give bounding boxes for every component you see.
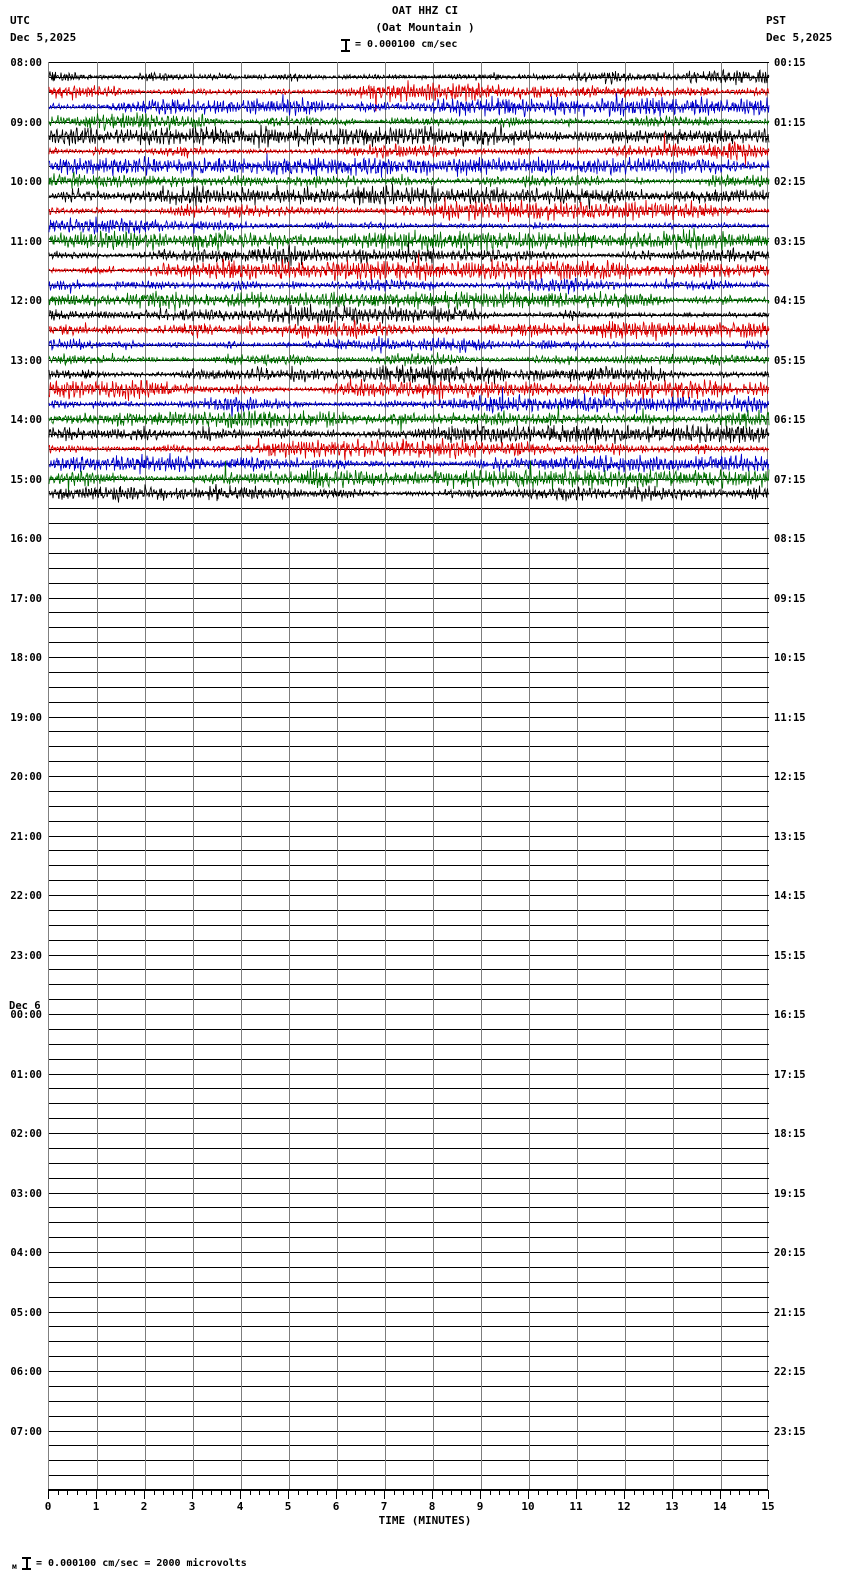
x-axis-minor-tick (307, 1490, 308, 1495)
x-axis-major-tick (240, 1490, 241, 1499)
x-axis-minor-tick (710, 1490, 711, 1495)
x-axis-tick-label: 4 (236, 1500, 244, 1513)
x-axis-minor-tick (566, 1490, 567, 1495)
x-axis-minor-tick (355, 1490, 356, 1495)
x-axis-minor-tick (317, 1490, 318, 1495)
x-axis-minor-tick (202, 1490, 203, 1495)
x-axis-minor-tick (230, 1490, 231, 1495)
helicorder-plot-area[interactable] (48, 62, 768, 1490)
x-axis-tick-label: 0 (44, 1500, 52, 1513)
x-axis-minor-tick (758, 1490, 759, 1495)
x-axis-minor-tick (509, 1490, 510, 1495)
x-axis-minor-tick (86, 1490, 87, 1495)
x-axis-minor-tick (586, 1490, 587, 1495)
right-time-label: 22:15 (774, 1366, 806, 1378)
x-axis-minor-tick (413, 1490, 414, 1495)
right-time-label: 15:15 (774, 949, 806, 962)
right-time-label: 07:15 (774, 473, 806, 486)
x-axis-minor-tick (691, 1490, 692, 1495)
seismic-trace (49, 93, 769, 117)
x-axis-minor-tick (547, 1490, 548, 1495)
footer-prefix-mark: м (12, 1562, 17, 1571)
x-axis-major-tick (288, 1490, 289, 1499)
header-scale-legend (341, 38, 461, 54)
x-axis-minor-tick (173, 1490, 174, 1495)
x-axis-tick-label: 10 (521, 1500, 535, 1513)
left-time-label: 10:00 (10, 176, 42, 188)
x-axis-minor-tick (595, 1490, 596, 1495)
x-axis-minor-tick (326, 1490, 327, 1495)
left-time-label: 21:00 (10, 830, 42, 843)
left-time-label: 11:00 (10, 235, 42, 248)
x-axis-minor-tick (403, 1490, 404, 1495)
left-time-label: 04:00 (10, 1247, 42, 1259)
x-axis-major-tick (576, 1490, 577, 1499)
x-axis-minor-tick (374, 1490, 375, 1495)
right-time-label: 08:15 (774, 533, 806, 545)
scale-legend-text: = 0.000100 cm/sec (355, 39, 458, 50)
x-axis-minor-tick (365, 1490, 366, 1495)
x-axis-tick-label: 6 (332, 1500, 340, 1513)
left-time-label: 09:00 (10, 116, 42, 129)
right-time-label: 14:15 (774, 890, 806, 902)
x-axis-minor-tick (221, 1490, 222, 1495)
x-axis-minor-tick (701, 1490, 702, 1495)
x-axis-minor-tick (538, 1490, 539, 1495)
x-axis-minor-tick (259, 1490, 260, 1495)
right-time-label: 18:15 (774, 1128, 806, 1140)
seismic-trace (49, 438, 769, 460)
right-time-label: 05:15 (774, 354, 806, 367)
left-time-label: 00:00 (10, 1009, 42, 1021)
x-axis-tick-label: 9 (476, 1500, 484, 1513)
x-axis-minor-tick (77, 1490, 78, 1495)
header-title-block (0, 4, 850, 34)
x-axis-minor-tick (499, 1490, 500, 1495)
x-axis-tick-label: 15 (761, 1500, 775, 1513)
x-axis-minor-tick (58, 1490, 59, 1495)
seismic-trace (49, 304, 769, 326)
x-axis-major-tick (432, 1490, 433, 1499)
x-axis-minor-tick (634, 1490, 635, 1495)
x-axis-major-tick (672, 1490, 673, 1499)
seismic-trace (49, 320, 769, 341)
x-axis-major-tick (624, 1490, 625, 1499)
seismic-trace (49, 278, 769, 294)
x-axis-tick-label: 3 (188, 1500, 196, 1513)
right-timezone-label: PST (766, 14, 786, 27)
vertical-scale-bar-icon (22, 1556, 31, 1571)
left-time-label: 02:00 (10, 1128, 42, 1140)
seismic-trace (49, 153, 769, 177)
seismic-trace (49, 405, 769, 432)
x-axis-minor-tick (115, 1490, 116, 1495)
left-time-label: 20:00 (10, 771, 42, 783)
x-axis-minor-tick (451, 1490, 452, 1495)
x-axis-major-tick (480, 1490, 481, 1499)
x-axis-minor-tick (470, 1490, 471, 1495)
right-time-label: 12:15 (774, 771, 806, 783)
x-axis-major-tick (720, 1490, 721, 1499)
x-axis-major-tick (48, 1490, 49, 1499)
left-time-label: 19:00 (10, 711, 42, 724)
x-axis-minor-tick (605, 1490, 606, 1495)
left-time-label: 18:00 (10, 652, 42, 664)
left-time-label: 12:00 (10, 295, 42, 307)
right-time-label: 10:15 (774, 652, 806, 664)
seismic-trace (49, 484, 769, 503)
right-time-label: 11:15 (774, 711, 806, 724)
right-time-label: 21:15 (774, 1306, 806, 1319)
seismic-trace (49, 124, 769, 148)
seismic-trace (49, 112, 769, 130)
left-time-label: 03:00 (10, 1187, 42, 1200)
x-axis-major-tick (528, 1490, 529, 1499)
x-axis-tick-label: 12 (617, 1500, 631, 1513)
left-time-label: 06:00 (10, 1366, 42, 1378)
x-axis-title: TIME (MINUTES) (378, 1514, 472, 1527)
right-time-label: 04:15 (774, 295, 806, 307)
trace-baseline (49, 1490, 769, 1491)
x-axis-minor-tick (518, 1490, 519, 1495)
x-axis-minor-tick (125, 1490, 126, 1495)
left-time-label: 07:00 (10, 1425, 42, 1438)
right-time-label: 09:15 (774, 592, 806, 605)
seismic-trace (49, 336, 769, 353)
seismic-trace-group (49, 62, 769, 1490)
x-axis-major-tick (384, 1490, 385, 1499)
seismic-trace (49, 197, 769, 222)
x-axis-tick-label: 2 (140, 1500, 148, 1513)
x-axis-minor-tick (134, 1490, 135, 1495)
x-axis-tick-label: 11 (569, 1500, 583, 1513)
x-axis-minor-tick (422, 1490, 423, 1495)
x-axis-minor-tick (278, 1490, 279, 1495)
footer-scale-text: = 0.000100 cm/sec = 2000 microvolts (36, 1558, 247, 1569)
right-time-label: 13:15 (774, 830, 806, 843)
x-axis-tick-label: 1 (92, 1500, 100, 1513)
right-time-label: 03:15 (774, 235, 806, 248)
x-axis-minor-tick (211, 1490, 212, 1495)
right-time-label: 02:15 (774, 176, 806, 188)
seismic-trace (49, 453, 769, 474)
x-axis-minor-tick (163, 1490, 164, 1495)
x-axis-tick-label: 14 (713, 1500, 727, 1513)
left-time-label: 13:00 (10, 354, 42, 367)
x-axis-minor-tick (739, 1490, 740, 1495)
x-axis-tick-label: 5 (284, 1500, 292, 1513)
left-time-label: 16:00 (10, 533, 42, 545)
x-axis-minor-tick (662, 1490, 663, 1495)
seismic-trace (49, 365, 769, 385)
right-time-label: 17:15 (774, 1068, 806, 1081)
x-axis-minor-tick (461, 1490, 462, 1495)
x-axis-minor-tick (557, 1490, 558, 1495)
right-time-label: 20:15 (774, 1247, 806, 1259)
left-time-label: 08:00 (10, 57, 42, 69)
left-time-label: 23:00 (10, 949, 42, 962)
left-time-label: 15:00 (10, 473, 42, 486)
page-title: OAT HHZ CI (391, 4, 459, 17)
header-right-timezone-block (766, 14, 833, 44)
x-axis-major-tick (144, 1490, 145, 1499)
right-time-label: 06:15 (774, 414, 806, 426)
seismic-trace (49, 172, 769, 188)
seismic-trace (49, 352, 769, 366)
left-time-label: 14:00 (10, 414, 42, 426)
x-axis-tick-label: 7 (380, 1500, 388, 1513)
x-axis-minor-tick (154, 1490, 155, 1495)
x-axis-minor-tick (653, 1490, 654, 1495)
x-axis-minor-tick (67, 1490, 68, 1495)
day-change-marker: Dec 6 (9, 1000, 41, 1012)
x-axis-minor-tick (614, 1490, 615, 1495)
left-time-label: 22:00 (10, 890, 42, 902)
x-axis-minor-tick (298, 1490, 299, 1495)
x-axis-minor-tick (442, 1490, 443, 1495)
x-axis-minor-tick (269, 1490, 270, 1495)
x-axis-minor-tick (749, 1490, 750, 1495)
x-axis-minor-tick (682, 1490, 683, 1495)
x-axis-minor-tick (490, 1490, 491, 1495)
left-date-label: Dec 5,2025 (10, 31, 77, 44)
left-time-label: 17:00 (10, 592, 42, 605)
right-time-label: 19:15 (774, 1187, 806, 1200)
right-time-label: 00:15 (774, 57, 806, 69)
right-time-label: 23:15 (774, 1425, 806, 1438)
x-axis-minor-tick (250, 1490, 251, 1495)
x-axis-major-tick (96, 1490, 97, 1499)
seismic-trace (49, 286, 769, 311)
right-time-label: 01:15 (774, 116, 806, 129)
x-axis-minor-tick (643, 1490, 644, 1495)
x-axis-minor-tick (106, 1490, 107, 1495)
station-name: (Oat Mountain ) (375, 21, 475, 34)
x-axis-major-tick (336, 1490, 337, 1499)
seismic-trace (49, 242, 769, 266)
x-axis-minor-tick (394, 1490, 395, 1495)
vertical-scale-bar-icon (341, 38, 350, 53)
x-axis-major-tick (192, 1490, 193, 1499)
x-axis-minor-tick (182, 1490, 183, 1495)
seismic-trace (49, 424, 769, 445)
right-time-label: 16:15 (774, 1009, 806, 1021)
x-axis-line (48, 1489, 768, 1490)
left-timezone-label: UTC (10, 14, 30, 27)
seismic-trace (49, 70, 769, 85)
x-axis-tick-label: 8 (428, 1500, 436, 1513)
seismic-trace (49, 217, 769, 235)
x-axis-tick-label: 13 (665, 1500, 679, 1513)
x-axis-major-tick (768, 1490, 769, 1499)
x-axis-minor-tick (730, 1490, 731, 1495)
chart-header (0, 0, 850, 58)
left-time-label: 05:00 (10, 1306, 42, 1319)
x-axis-minor-tick (346, 1490, 347, 1495)
left-time-label: 01:00 (10, 1068, 42, 1081)
right-date-label: Dec 5,2025 (766, 31, 833, 44)
